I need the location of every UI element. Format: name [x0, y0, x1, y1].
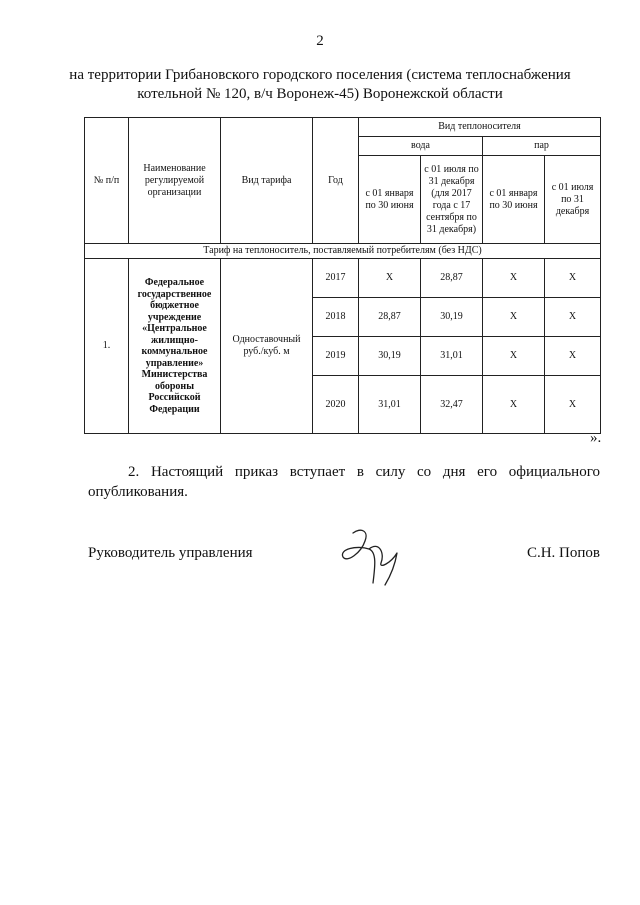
steam-h1-cell: Х — [483, 376, 545, 434]
row-number: 1. — [85, 259, 129, 434]
header-steam-second-half: с 01 июля по 31 декабря — [545, 156, 601, 244]
header-carrier-type: Вид теплоносителя — [359, 118, 601, 137]
water-h2-cell: 31,01 — [421, 337, 483, 376]
effective-date-paragraph: 2. Настоящий приказ вступает в силу со дня его официального опубликования. — [88, 464, 600, 500]
steam-h2-cell: Х — [545, 259, 601, 298]
year-cell: 2018 — [313, 298, 359, 337]
title-line-2: котельной № 120, в/ч Воронеж-45) Воронежской области — [137, 86, 503, 102]
steam-h1-cell: Х — [483, 259, 545, 298]
year-cell: 2020 — [313, 376, 359, 434]
header-steam: пар — [483, 137, 601, 156]
year-cell: 2017 — [313, 259, 359, 298]
year-cell: 2019 — [313, 337, 359, 376]
water-h2-cell: 28,87 — [421, 259, 483, 298]
header-number: № п/п — [85, 118, 129, 244]
header-tariff-type: Вид тарифа — [221, 118, 313, 244]
steam-h2-cell: Х — [545, 298, 601, 337]
page-number: 2 — [316, 33, 324, 49]
steam-h2-cell: Х — [545, 337, 601, 376]
table-row — [85, 259, 601, 298]
tariff-type: Одноставочный руб./куб. м — [221, 259, 313, 434]
closing-quote: ». — [590, 430, 602, 446]
steam-h1-cell: Х — [483, 298, 545, 337]
handwritten-signature — [335, 523, 415, 593]
organization-name: Федеральное государственное бюджетное учреждение «Центральное жилищно-коммунальное управление» Министерства обороны Российской Федерации — [129, 259, 221, 434]
header-organization: Наименование регулируемой организации — [129, 118, 221, 244]
tariff-table — [84, 117, 601, 434]
title-line-1: на территории Грибановского городского поселения (система теплоснабжения — [69, 67, 571, 83]
section-caption: Тариф на теплоноситель, поставляемый потребителям (без НДС) — [85, 244, 601, 259]
header-water-second-half: с 01 июля по 31 декабря (для 2017 года с 17 сентября по 31 декабря) — [421, 156, 483, 244]
water-h1-cell: 30,19 — [359, 337, 421, 376]
water-h1-cell: 28,87 — [359, 298, 421, 337]
steam-h1-cell: Х — [483, 337, 545, 376]
water-h2-cell: 32,47 — [421, 376, 483, 434]
header-year: Год — [313, 118, 359, 244]
water-h1-cell: Х — [359, 259, 421, 298]
steam-h2-cell: Х — [545, 376, 601, 434]
document-title — [60, 66, 580, 104]
header-water: вода — [359, 137, 483, 156]
water-h1-cell: 31,01 — [359, 376, 421, 434]
header-water-first-half: с 01 января по 30 июня — [359, 156, 421, 244]
water-h2-cell: 30,19 — [421, 298, 483, 337]
signer-name: С.Н. Попов — [526, 545, 600, 561]
signer-title: Руководитель управления — [88, 545, 253, 561]
header-steam-first-half: с 01 января по 30 июня — [483, 156, 545, 244]
